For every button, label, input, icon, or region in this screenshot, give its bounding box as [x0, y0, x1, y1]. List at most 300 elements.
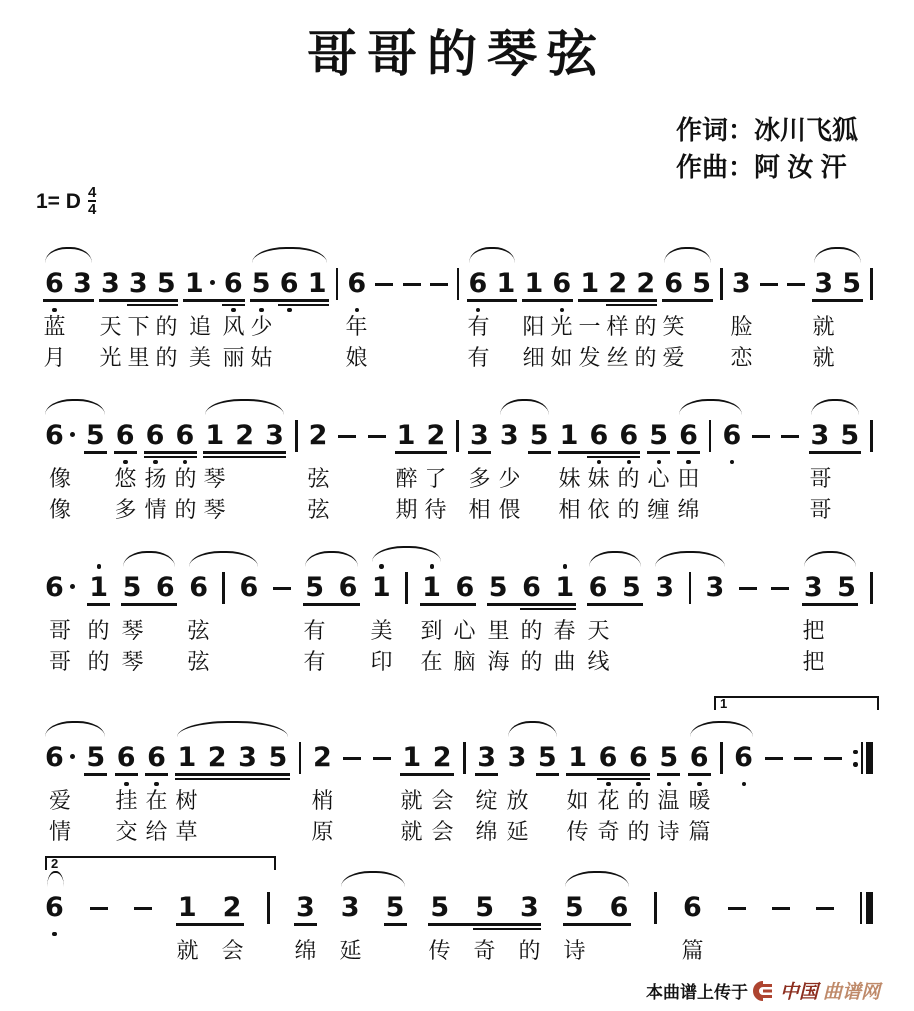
- note-digit: 3: [128, 268, 148, 299]
- note-digit: 2: [636, 268, 656, 299]
- duration-dash: [752, 435, 770, 438]
- duration-dash: [368, 435, 386, 438]
- note: [475, 891, 494, 925]
- duration-dash: [765, 757, 783, 760]
- note-digit: 1: [177, 892, 197, 923]
- score-line: [45, 390, 873, 532]
- beam-underline: [468, 451, 491, 454]
- lyric-char: 多: [468, 466, 491, 491]
- notes-row: [45, 890, 873, 926]
- note: [610, 891, 629, 925]
- note-digit: 2: [308, 420, 328, 451]
- duration-dash: [771, 587, 789, 590]
- lyric-char: 印: [370, 649, 393, 674]
- lyric-char: 追: [188, 314, 212, 339]
- note-digit: 1: [396, 420, 416, 451]
- note: [238, 741, 257, 775]
- tie-arc: [189, 551, 258, 567]
- note: [659, 741, 678, 775]
- note: [430, 891, 449, 925]
- barline: [709, 420, 712, 452]
- lyric-char: 了: [424, 466, 447, 491]
- tie-arc: [508, 721, 557, 737]
- lyric-char: 扬: [144, 466, 167, 491]
- lyric-char: 绵: [475, 819, 498, 844]
- note: [305, 571, 324, 605]
- duration-dash: [816, 907, 834, 910]
- barline: [870, 420, 873, 452]
- note-digit: 5: [692, 268, 712, 299]
- lyric-char: 就: [176, 938, 199, 963]
- lyric-char: 爱: [662, 345, 685, 370]
- duration-dash: [824, 757, 842, 760]
- note: [508, 741, 527, 775]
- beam-underline: [175, 778, 290, 781]
- note: [156, 571, 175, 605]
- notes-row: [45, 418, 873, 454]
- note: [341, 891, 360, 925]
- note-digit: 1: [184, 268, 204, 299]
- beam-underline: [536, 773, 559, 776]
- note: [123, 571, 142, 605]
- barline: [405, 572, 408, 604]
- note-digit: 6: [455, 572, 475, 603]
- note-digit: 1: [496, 268, 516, 299]
- lyric-char: 的: [617, 466, 640, 491]
- note: [433, 741, 452, 775]
- tie-arc: [45, 247, 92, 263]
- note: [732, 267, 751, 301]
- note: [73, 267, 92, 301]
- note-digit: 1: [177, 742, 197, 773]
- duration-dash: [373, 757, 391, 760]
- note-digit: 5: [659, 742, 679, 773]
- octave-dot-below: [52, 932, 57, 937]
- lyric-char: 春: [553, 618, 576, 643]
- beam-underline: [84, 773, 107, 776]
- beam-underline: [520, 608, 576, 611]
- note: [223, 891, 242, 925]
- note-digit: 5: [86, 742, 106, 773]
- lyric-char: 下: [127, 314, 150, 339]
- augmentation-dot: [70, 754, 75, 759]
- lyric-char: 情: [144, 497, 167, 522]
- augmentation-dot: [210, 280, 215, 285]
- note-digit: 2: [222, 892, 242, 923]
- lyric-char: 的: [174, 497, 197, 522]
- lyric-char: 原: [311, 819, 334, 844]
- tie-arc: [804, 551, 856, 567]
- score: [45, 238, 873, 973]
- lyric-char: 温: [657, 788, 680, 813]
- score-line: [45, 238, 873, 380]
- lyric-char: 悠: [114, 466, 137, 491]
- beam-underline: [809, 451, 861, 454]
- lyric-char: 放: [506, 788, 529, 813]
- lyric-char: 有: [467, 345, 490, 370]
- beam-underline: [522, 299, 573, 302]
- volta-bracket: [45, 856, 276, 870]
- note: [224, 267, 243, 301]
- note-digit: 6: [689, 742, 709, 773]
- lyric-char: 依: [587, 497, 610, 522]
- lyric-char: 的: [155, 314, 178, 339]
- beam-underline: [145, 773, 168, 776]
- lyric-char: 绵: [294, 938, 317, 963]
- notes-row: [45, 740, 873, 776]
- volta-number: 1: [720, 696, 728, 711]
- beam-underline: [144, 456, 197, 459]
- lyric-char: 有: [303, 618, 326, 643]
- lyric-char: 的: [627, 819, 650, 844]
- lyric-char: 光: [99, 345, 122, 370]
- note: [608, 267, 627, 301]
- lyric-char: 就: [812, 314, 835, 339]
- tie-arc: [205, 399, 284, 415]
- note: [269, 741, 288, 775]
- lyric-char: 偎: [498, 497, 521, 522]
- lyric-char: 把: [802, 618, 825, 643]
- beam-underline: [115, 773, 138, 776]
- note-digit: 6: [619, 420, 639, 451]
- barline: [457, 268, 460, 300]
- note: [313, 741, 332, 775]
- barline: [222, 572, 225, 604]
- lyric-char: 少: [498, 466, 521, 491]
- duration-dash: [375, 283, 393, 286]
- beam-underline: [606, 304, 657, 307]
- tie-arc: [679, 399, 742, 415]
- lyric-char: 如: [566, 788, 589, 813]
- note-digit: 6: [45, 892, 64, 923]
- note-digit: 1: [568, 742, 588, 773]
- note-digit: 3: [469, 420, 489, 451]
- note-digit: 6: [45, 572, 64, 603]
- lyric-char: 娘: [345, 345, 368, 370]
- lyric-char: 哥: [48, 649, 72, 674]
- note: [840, 419, 859, 453]
- note-digit: 5: [840, 420, 860, 451]
- lyric-char: 少: [250, 314, 273, 339]
- note-digit: 6: [664, 268, 684, 299]
- augmentation-dot: [70, 432, 75, 437]
- beam-underline: [473, 928, 541, 931]
- lyric-char: 缠: [647, 497, 670, 522]
- note-digit: 5: [85, 420, 105, 451]
- lyric-char: 丽: [222, 345, 245, 370]
- duration-dash: [760, 283, 778, 286]
- lyric-char: 蓝: [43, 314, 66, 339]
- note: [522, 571, 541, 605]
- lyric-char: 的: [617, 497, 640, 522]
- note-digit: 6: [468, 268, 488, 299]
- octave-dot-below: [742, 782, 747, 787]
- lyric-char: 妹: [587, 466, 610, 491]
- lyric-char: 的: [155, 345, 178, 370]
- lyric-char: 田: [677, 466, 700, 491]
- note: [622, 571, 641, 605]
- lyric-char: 爱: [48, 788, 72, 813]
- beam-underline: [688, 773, 711, 776]
- note-digit: 3: [340, 892, 360, 923]
- lyric-char: 期: [395, 497, 418, 522]
- barline: [456, 420, 459, 452]
- lyric-char: 美: [188, 345, 212, 370]
- beam-underline: [528, 451, 551, 454]
- note-digit: 6: [588, 572, 608, 603]
- note: [500, 419, 519, 453]
- note: [176, 419, 195, 453]
- note: [811, 419, 830, 453]
- note-digit: 2: [235, 420, 255, 451]
- note: [147, 741, 166, 775]
- quputang-logo-icon: [753, 980, 775, 1002]
- note: [308, 267, 327, 301]
- note: [208, 741, 227, 775]
- duration-dash: [273, 587, 291, 590]
- note: [530, 419, 549, 453]
- beam-underline: [222, 304, 245, 307]
- beam-underline: [597, 778, 650, 781]
- lyric-char: 琴: [121, 618, 144, 643]
- lyric-char: 线: [587, 649, 610, 674]
- brand-rest: 曲谱网: [822, 982, 880, 1003]
- duration-dash: [781, 435, 799, 438]
- note-digit: 6: [147, 742, 166, 773]
- lyric-char: 的: [174, 466, 197, 491]
- note-digit: 3: [655, 572, 675, 603]
- note: [679, 419, 698, 453]
- beam-underline: [43, 299, 94, 302]
- lyric-char: 天: [99, 314, 122, 339]
- beam-underline: [420, 603, 476, 606]
- beam-underline: [657, 773, 680, 776]
- barline: [299, 742, 302, 774]
- note: [205, 419, 224, 453]
- lyric-char: 给: [145, 819, 168, 844]
- note-digit: 3: [499, 420, 519, 451]
- octave-dot-above: [430, 564, 435, 569]
- note-digit: 3: [705, 572, 725, 603]
- duration-dash: [343, 757, 361, 760]
- lyric-char: 绽: [475, 788, 498, 813]
- note: [45, 419, 75, 453]
- note: [683, 891, 702, 925]
- lyric-char: 奇: [473, 938, 496, 963]
- lyric-char: 诗: [657, 819, 680, 844]
- beam-underline: [303, 603, 360, 606]
- lyric-char: 诗: [563, 938, 586, 963]
- note-digit: 3: [810, 420, 830, 451]
- lyric-char: 笑: [662, 314, 685, 339]
- note-digit: 5: [475, 892, 495, 923]
- duration-dash: [728, 907, 746, 910]
- thick-bar: [866, 892, 873, 924]
- note-digit: 6: [45, 420, 64, 451]
- note-digit: 5: [385, 892, 405, 923]
- barline: [654, 892, 657, 924]
- time-denominator: 4: [87, 201, 97, 218]
- note: [837, 571, 856, 605]
- note-digit: 5: [837, 572, 856, 603]
- note: [252, 267, 271, 301]
- score-line: [45, 542, 873, 684]
- tie-arc: [655, 551, 725, 567]
- note: [309, 419, 328, 453]
- beam-underline: [203, 456, 286, 459]
- note: [636, 267, 655, 301]
- beam-underline: [677, 451, 700, 454]
- lyric-char: 传: [566, 819, 589, 844]
- beam-underline: [662, 299, 713, 302]
- beam-underline: [587, 603, 643, 606]
- beam-underline: [400, 773, 454, 776]
- beam-underline: [294, 923, 317, 926]
- note-digit: 6: [116, 742, 136, 773]
- final-barline: [860, 891, 873, 925]
- lyric-char: 恋: [730, 345, 753, 370]
- note-digit: 5: [564, 892, 584, 923]
- tie-arc: [45, 399, 105, 415]
- time-numerator: 4: [87, 184, 97, 201]
- note: [455, 571, 474, 605]
- note: [538, 741, 557, 775]
- note: [45, 891, 64, 925]
- lyric-char: 篇: [681, 938, 704, 963]
- lyric-char: 篇: [688, 819, 711, 844]
- note-digit: 6: [45, 268, 64, 299]
- footer: [646, 977, 880, 1004]
- note: [814, 267, 833, 301]
- lyric-char: 年: [345, 314, 368, 339]
- note: [386, 891, 405, 925]
- beam-underline: [802, 603, 858, 606]
- notes-row: [45, 570, 873, 606]
- lyric-char: 的: [520, 618, 543, 643]
- beam-underline: [203, 451, 286, 454]
- volta-bracket: [714, 696, 879, 710]
- note: [372, 571, 391, 605]
- note-digit: 6: [679, 420, 698, 451]
- lyric-char: 的: [634, 345, 657, 370]
- note-digit: 3: [814, 268, 834, 299]
- octave-dot-below: [730, 460, 735, 465]
- lyric-char: 月: [43, 345, 66, 370]
- barline: [336, 268, 339, 300]
- barline: [295, 420, 298, 452]
- note-digit: 5: [537, 742, 557, 773]
- duration-dash: [794, 757, 812, 760]
- lyric-char: 琴: [203, 497, 226, 522]
- note: [129, 267, 148, 301]
- lyric-char: 草: [175, 819, 198, 844]
- note: [655, 571, 674, 605]
- lyric-char: 有: [303, 649, 326, 674]
- note-digit: 6: [722, 420, 742, 451]
- lyric-char: 弦: [307, 497, 330, 522]
- barline: [720, 268, 723, 300]
- lyric-char: 传: [428, 938, 451, 963]
- beam-underline: [812, 299, 863, 302]
- lyric-char: 在: [145, 788, 168, 813]
- tie-arc: [45, 721, 105, 737]
- beam-underline: [99, 299, 178, 302]
- note-digit: 5: [305, 572, 325, 603]
- note-digit: 1: [580, 268, 600, 299]
- lyric-char: 阳: [522, 314, 545, 339]
- lyric-char: 到: [420, 618, 443, 643]
- lyric-char: 弦: [307, 466, 330, 491]
- lyric-char: 心: [453, 618, 476, 643]
- note: [470, 419, 489, 453]
- lyric-char: 细: [522, 345, 545, 370]
- lyric-char: 交: [115, 819, 138, 844]
- lyric-char: 心: [647, 466, 670, 491]
- note-digit: 3: [238, 742, 257, 773]
- tie-arc: [469, 247, 515, 263]
- lyric-char: 多: [114, 497, 137, 522]
- note: [560, 419, 579, 453]
- note: [589, 419, 608, 453]
- note: [239, 571, 258, 605]
- lyric-char: 琴: [121, 649, 144, 674]
- tie-arc: [177, 721, 288, 737]
- beam-underline: [647, 451, 670, 454]
- lyric-char: 哥: [48, 618, 72, 643]
- lyric-char: 梢: [311, 788, 334, 813]
- note-digit: 1: [89, 572, 109, 603]
- lyric-char: 的: [520, 649, 543, 674]
- beam-underline: [175, 773, 290, 776]
- song-title: 哥哥的琴弦: [307, 26, 607, 82]
- note-digit: 6: [734, 742, 753, 773]
- note: [45, 571, 75, 605]
- beam-underline: [587, 456, 640, 459]
- note: [496, 267, 515, 301]
- barline: [870, 572, 873, 604]
- key-signature: [36, 186, 96, 217]
- lyric-char: 里: [127, 345, 150, 370]
- lyric-char: 有: [467, 314, 490, 339]
- note-digit: 3: [100, 268, 120, 299]
- lyric-char: 相: [468, 497, 491, 522]
- tie-arc: [252, 247, 327, 263]
- duration-dash: [90, 907, 108, 910]
- note-digit: 6: [347, 268, 367, 299]
- lyric-char: 曲: [553, 649, 576, 674]
- duration-dash: [430, 283, 448, 286]
- beam-underline: [558, 451, 640, 454]
- note-digit: 3: [731, 268, 751, 299]
- brand-first: 中国: [779, 982, 818, 1003]
- lyric-char: 的: [87, 618, 110, 643]
- lyric-char: 会: [221, 938, 244, 963]
- beam-underline: [278, 304, 329, 307]
- note-digit: 1: [524, 268, 544, 299]
- beam-underline: [176, 923, 244, 926]
- beam-underline: [384, 923, 407, 926]
- note: [734, 741, 753, 775]
- composer-credit: 作曲：阿 汝 汗: [676, 152, 847, 182]
- lyric-char: 一: [578, 314, 601, 339]
- note: [339, 571, 358, 605]
- note-digit: 6: [223, 268, 243, 299]
- beam-underline: [566, 773, 650, 776]
- note: [520, 891, 539, 925]
- note-digit: 6: [522, 572, 541, 603]
- note-digit: 6: [175, 420, 195, 451]
- thin-bar: [861, 742, 864, 774]
